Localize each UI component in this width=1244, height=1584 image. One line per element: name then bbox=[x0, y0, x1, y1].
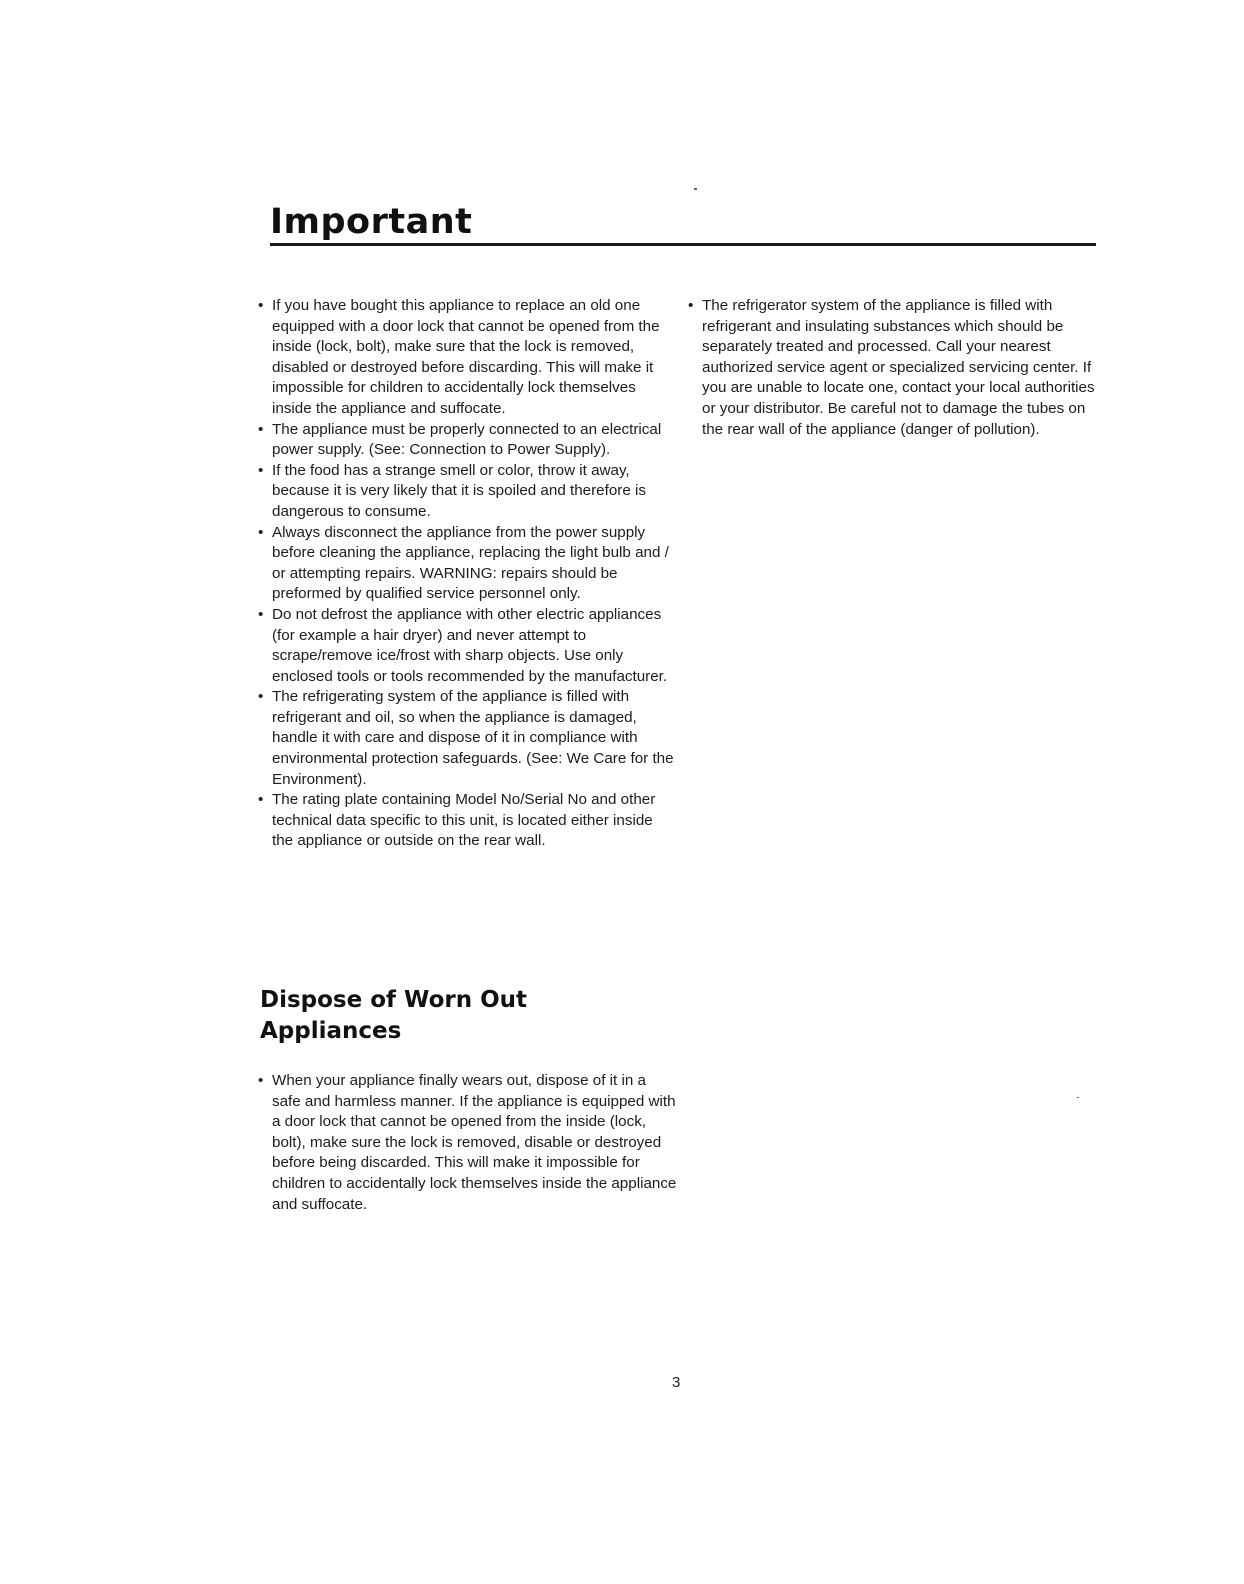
dispose-list bbox=[258, 1071, 678, 1215]
list-item-text: If the food has a strange smell or color, throw it away, because it is very likely that it is spoiled and therefore is dangerous to consume. bbox=[272, 461, 646, 520]
list-item bbox=[258, 1071, 678, 1215]
bullet-icon: • bbox=[258, 297, 264, 314]
list-item-text: The appliance must be properly connected to an electrical power supply. (See: Connection to Power Supply). bbox=[272, 420, 662, 459]
dispose-column bbox=[258, 1071, 678, 1215]
bullet-icon: • bbox=[258, 420, 264, 438]
important-column-right bbox=[688, 296, 1098, 440]
bullet-icon: • bbox=[688, 297, 694, 314]
bullet-icon: • bbox=[258, 1072, 264, 1089]
page-number: 3 bbox=[672, 1374, 681, 1391]
list-item-text: The refrigerating system of the appliance is filled with refrigerant and oil, so when the appliance is damaged, handle it with care and dispose of it in compliance with environmental protection safeguards. (See: We Care for the Environment). bbox=[272, 688, 674, 788]
bullet-icon: • bbox=[258, 688, 264, 706]
page-title: Important bbox=[270, 202, 473, 242]
title-underline bbox=[270, 243, 1096, 246]
list-item-text: If you have bought this appliance to replace an old one equipped with a door lock that cannot be opened from the inside (lock, bolt), make sure that the lock is removed, disabled or destroyed before discarding. This will make it impossible for children to accidentally lock themselves inside the appliance and suffocate. bbox=[272, 297, 660, 417]
dispose-heading bbox=[260, 985, 680, 1047]
list-item bbox=[258, 461, 678, 523]
list-item-text: The rating plate containing Model No/Serial No and other technical data specific to this unit, is located either inside the appliance or outside on the rear wall. bbox=[272, 791, 656, 850]
important-column-left bbox=[258, 296, 678, 852]
list-item-text: The refrigerator system of the appliance is filled with refrigerant and insulating substances which should be separately treated and processed. Call your nearest authorized service agent or specialized servicing center. If you are unable to locate one, contact your local authorities or your distributor. Be careful not to damage the tubes on the rear wall of the appliance (danger of pollution). bbox=[702, 297, 1095, 438]
refrigerant-list bbox=[688, 296, 1098, 440]
bullet-icon: • bbox=[258, 605, 264, 623]
bullet-icon: • bbox=[258, 523, 264, 541]
list-item bbox=[258, 420, 678, 461]
bullet-icon: • bbox=[258, 791, 264, 809]
list-item bbox=[258, 687, 678, 790]
list-item bbox=[258, 523, 678, 605]
list-item bbox=[258, 605, 678, 687]
list-item-text: Do not defrost the appliance with other electric appliances (for example a hair dryer) and never attempt to scrape/remove ice/frost with sharp objects. Use only enclosed tools or tools recommended by the manufacturer. bbox=[272, 605, 668, 685]
scan-speck bbox=[1077, 1097, 1079, 1098]
list-item bbox=[258, 790, 678, 852]
list-item-text: When your appliance finally wears out, dispose of it in a safe and harmless manner. If the appliance is equipped with a door lock that cannot be opened from the inside (lock, bolt), make sure the lock is removed, disable or destroyed before being discarded. This will make it impossible for children to accidentally lock themselves inside the appliance and suffocate. bbox=[272, 1072, 677, 1213]
bullet-icon: • bbox=[258, 461, 264, 479]
dispose-heading-line-1: Dispose of Worn Out bbox=[260, 987, 528, 1013]
scan-speck bbox=[694, 188, 697, 190]
list-item bbox=[688, 296, 1098, 440]
list-item-text: Always disconnect the appliance from the power supply before cleaning the appliance, replacing the light bulb and / or attempting repairs. WARNING: repairs should be preformed by qualified service personnel only. bbox=[272, 523, 669, 603]
title-block bbox=[270, 202, 1096, 246]
list-item bbox=[258, 296, 678, 420]
dispose-heading-line-2: Appliances bbox=[260, 1018, 402, 1044]
important-list bbox=[258, 296, 678, 852]
